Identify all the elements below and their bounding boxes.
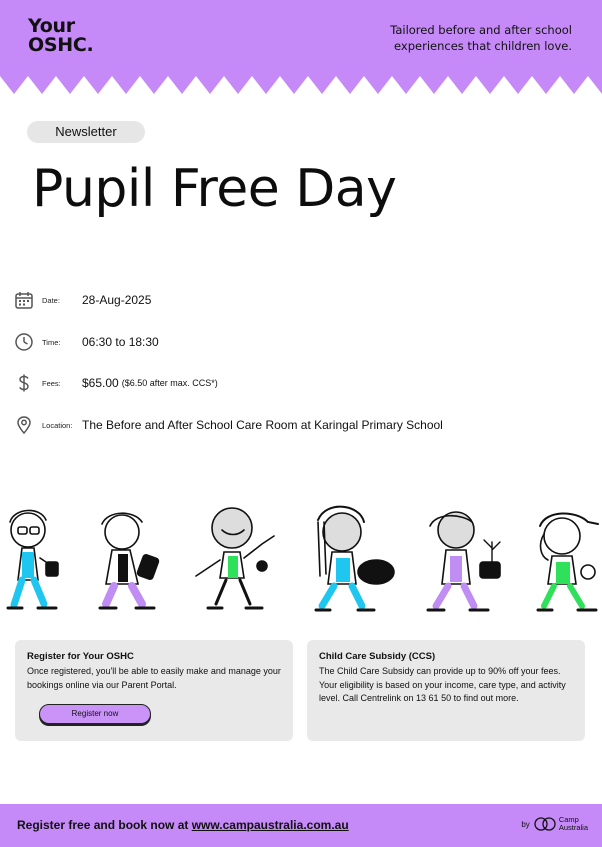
location-label: Location: — [42, 420, 73, 430]
register-card-body: Once registered, you'll be able to easily make and manage your bookings online via our Parent Portal. — [27, 666, 281, 690]
brand-name — [559, 816, 588, 832]
your-oshc-logo — [28, 17, 93, 55]
header-banner — [0, 0, 602, 102]
location-row — [14, 414, 443, 436]
footer-cta — [17, 818, 349, 832]
kid-figure-6 — [538, 513, 598, 610]
kid-figure-5 — [428, 512, 500, 610]
time-value: 06:30 to 18:30 — [82, 335, 159, 349]
footer-bar — [0, 804, 602, 847]
map-pin-icon — [14, 415, 34, 435]
newsletter-badge: Newsletter — [27, 121, 145, 143]
calendar-icon — [14, 290, 34, 310]
ccs-card — [307, 640, 585, 741]
tagline — [390, 22, 572, 54]
brand-line2: Australia — [558, 823, 588, 832]
time-label: Time: — [42, 337, 61, 347]
tagline-line2: experiences that children love. — [394, 39, 572, 53]
dollar-icon — [14, 373, 34, 393]
logo-line2: OSHC. — [28, 34, 94, 56]
brand-line1: Camp — [558, 815, 579, 824]
campaustralia-link[interactable]: www.campaustralia.com.au — [191, 818, 349, 832]
tagline-line1: Tailored before and after school — [390, 23, 572, 37]
date-label: Date: — [42, 295, 60, 305]
camp-australia-mark-icon — [534, 817, 556, 831]
clock-icon — [14, 332, 34, 352]
children-illustration — [0, 500, 602, 620]
by-label: by — [521, 819, 530, 829]
time-row — [14, 331, 159, 353]
date-row — [14, 289, 151, 311]
footer-cta-text: Register free and book now at — [17, 818, 189, 832]
logo-line1: Your — [28, 15, 75, 37]
page-title: Pupil Free Day — [32, 159, 397, 219]
kid-figure-4 — [316, 507, 394, 610]
ccs-card-body: The Child Care Subsidy can provide up to 90% off your fees. Your eligibility is based on your income, care type, and activity level. Call Centrelink on 13 61 50 to find out more. — [319, 666, 566, 703]
date-value: 28-Aug-2025 — [82, 293, 152, 307]
fees-label: Fees: — [42, 378, 61, 388]
register-card — [15, 640, 293, 741]
register-now-button[interactable]: Register now — [39, 704, 151, 724]
fees-row — [14, 372, 218, 394]
kid-figure-2 — [100, 513, 159, 608]
fees-note: ($6.50 after max. CCS*) — [121, 378, 218, 388]
ccs-card-heading: Child Care Subsidy (CCS) — [319, 651, 436, 662]
kid-figure-3 — [196, 508, 274, 608]
kid-figure-1 — [8, 510, 58, 608]
location-value: The Before and After School Care Room at Karingal Primary School — [82, 418, 443, 432]
register-card-heading: Register for Your OSHC — [27, 651, 134, 662]
camp-australia-logo — [521, 816, 588, 832]
fees-value: $65.00 — [82, 376, 119, 390]
